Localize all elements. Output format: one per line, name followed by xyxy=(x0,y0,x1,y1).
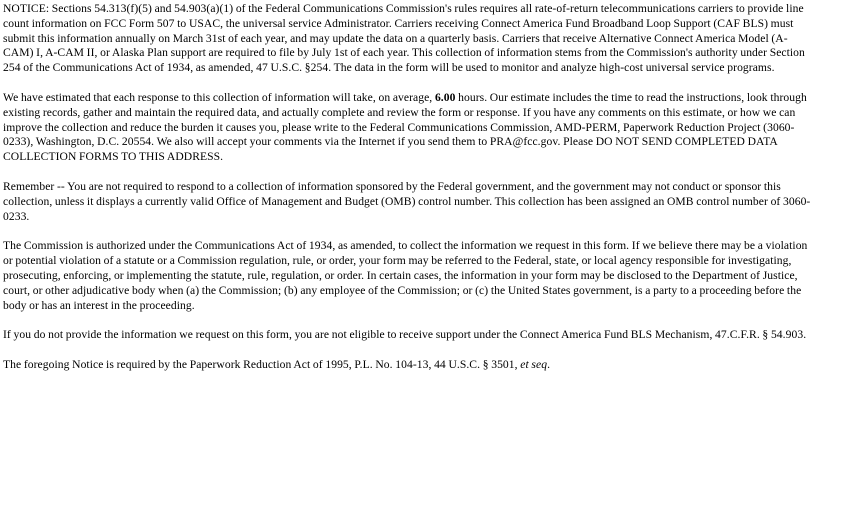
burden-text-end: hours. Our estimate includes the time to read the instructions, look through existing records, gather and maintain the required data, and actually complete and review the form or response. If you have any comments on this estimate, or how we can improve the collection and reduce the burden it causes you, please write to the Federal Communications Commission, AMD-PERM, Paperwork Reduction Project (3060-0233), Washington, D.C. 20554. We also will accept your comments via the Internet if you send them to PRA@fcc.gov. Please DO NOT SEND COMPLETED DATA COLLECTION FORMS TO THIS ADDRESS. xyxy=(3,90,807,164)
notice-paragraph-burden-estimate xyxy=(3,91,817,165)
burden-text-start: We have estimated that each response to this collection of information will take, on average, xyxy=(3,90,435,104)
burden-hours-value: 6.00 xyxy=(434,90,456,104)
citation-text: The foregoing Notice is required by the Paperwork Reduction Act of 1995, P.L. No. 104-13, 44 U.S.C. § 3501, xyxy=(3,358,521,372)
notice-paragraph-omb-control: Remember -- You are not required to respond to a collection of information sponsored by the Federal government, and the government may not conduct or sponsor this collection, unless it displays a currently valid Office of Management and Budget (OMB) control number. This collection has been assigned an OMB control number of 3060-0233. xyxy=(3,179,811,223)
notice-paragraph-pra-citation xyxy=(3,358,817,373)
citation-et-seq: et seq xyxy=(520,358,548,372)
notice-paragraph-disclosure: The Commission is authorized under the Communications Act of 1934, as amended, to collect the information we request in this form. If we believe there may be a violation or potential violation of a statute or a Commission regulation, rule, or order, your form may be referred to the Federal, state, or local agency responsible for investigating, prosecuting, enforcing, or implementing the statute, rule, regulation, or order. In certain cases, the information in your form may be disclosed to the Department of Justice, court, or other adjudicative body when (a) the Commission; (b) any employee of the Commission; or (c) the United States government, is a party to a proceeding before the body or has an interest in the proceeding. xyxy=(3,239,808,312)
notice-paragraph-eligibility: If you do not provide the information we request on this form, you are not eligible to receive support under the Connect America Fund BLS Mechanism, 47.C.F.R. § 54.903. xyxy=(3,328,807,342)
paperwork-notice xyxy=(3,2,817,388)
citation-period: . xyxy=(547,358,551,372)
notice-paragraph-authority: NOTICE: Sections 54.313(f)(5) and 54.903(a)(1) of the Federal Communications Commission's rules requires all rate-of-return telecommunications carriers to provide line count information on FCC Form 507 to USAC, the universal service Administrator. Carriers receiving Connect America Fund Broadband Loop Support (CAF BLS) must submit this information annually on March 31st of each year, and may update the data on a quarterly basis. Carriers that receive Alternative Connect America Model (A-CAM) I, A-CAM II, or Alaska Plan support are required to file by July 1st of each year. This collection of information stems from the Commission's authority under Section 254 of the Communications Act of 1934, as amended, 47 U.S.C. §254. The data in the form will be used to monitor and analyze high-cost universal service programs. xyxy=(3,2,805,75)
